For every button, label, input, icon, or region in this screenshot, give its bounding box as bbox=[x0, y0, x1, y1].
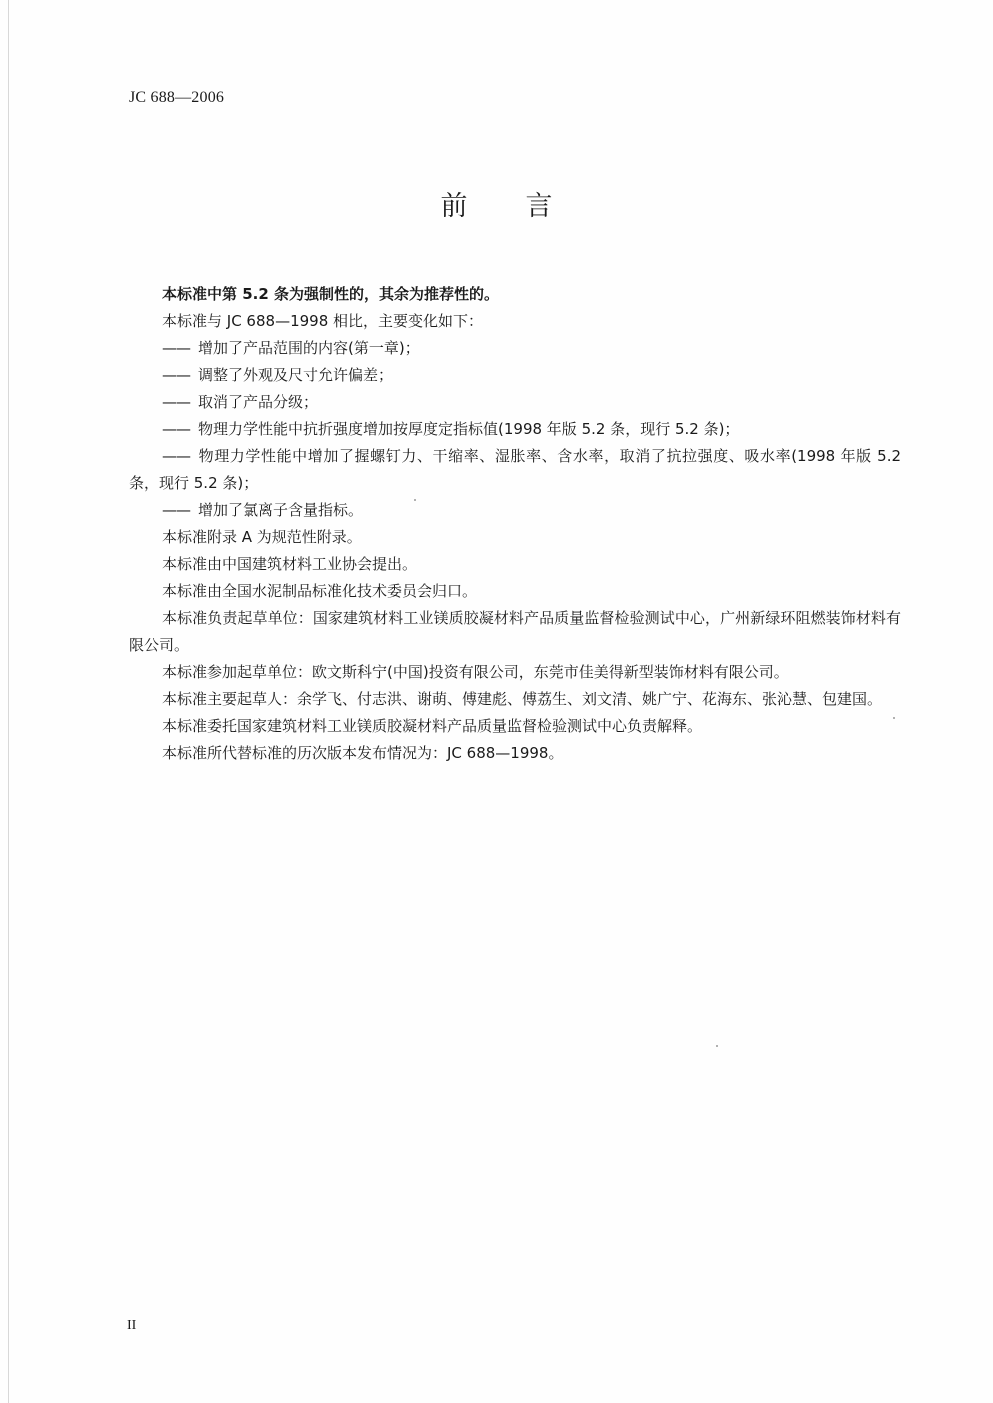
change-item-text: 增加了产品范围的内容(第一章)； bbox=[198, 339, 420, 357]
dash-marker: —— bbox=[162, 447, 190, 465]
paragraph-interpretation: 本标准委托国家建筑材料工业镁质胶凝材料产品质量监督检验测试中心负责解释。 bbox=[162, 717, 703, 735]
paragraph-mandatory-clause: 本标准中第 5.2 条为强制性的，其余为推荐性的。 bbox=[162, 285, 500, 303]
dash-marker: —— bbox=[162, 366, 190, 384]
change-item-text: 取消了产品分级； bbox=[198, 393, 319, 411]
scan-speck bbox=[414, 499, 416, 501]
paragraph-technical-committee: 本标准由全国水泥制品标准化技术委员会归口。 bbox=[162, 582, 478, 600]
dash-marker: —— bbox=[162, 420, 190, 438]
dash-marker: —— bbox=[162, 339, 190, 357]
scan-speck bbox=[893, 717, 895, 719]
page-number: II bbox=[127, 1318, 137, 1333]
change-item bbox=[129, 497, 901, 524]
change-item-text: 调整了外观及尺寸允许偏差； bbox=[198, 366, 394, 384]
change-item bbox=[129, 443, 901, 497]
paragraph-drafters: 本标准主要起草人：余学飞、付志洪、谢萌、傅建彪、傅荔生、刘文清、姚广宁、花海东、张沁慧、包建国。 bbox=[162, 690, 883, 708]
paragraph-changes-intro: 本标准与 JC 688—1998 相比，主要变化如下： bbox=[162, 312, 484, 330]
change-item bbox=[129, 416, 901, 443]
paragraph-annex: 本标准附录 A 为规范性附录。 bbox=[162, 528, 362, 546]
foreword-body bbox=[129, 281, 901, 767]
dash-marker: —— bbox=[162, 501, 190, 519]
paragraph-participating-units: 本标准参加起草单位：欧文斯科宁(中国)投资有限公司，东莞市佳美得新型装饰材料有限公司。 bbox=[162, 663, 789, 681]
paragraph-proposer: 本标准由中国建筑材料工业协会提出。 bbox=[162, 555, 418, 573]
change-item bbox=[129, 335, 901, 362]
change-item-text: 物理力学性能中增加了握螺钉力、干缩率、湿胀率、含水率，取消了抗拉强度、吸水率(1998 年版 5.2 条，现行 5.2 条)； bbox=[129, 447, 901, 492]
change-item-text: 增加了氯离子含量指标。 bbox=[198, 501, 364, 519]
change-item bbox=[129, 389, 901, 416]
standard-code: JC 688—2006 bbox=[129, 89, 225, 106]
change-item-text: 物理力学性能中抗折强度增加按厚度定指标值(1998 年版 5.2 条，现行 5.2 条)； bbox=[198, 420, 740, 438]
paragraph-version-history: 本标准所代替标准的历次版本发布情况为：JC 688—1998。 bbox=[162, 744, 564, 762]
dash-marker: —— bbox=[162, 393, 190, 411]
paragraph-drafting-units: 本标准负责起草单位：国家建筑材料工业镁质胶凝材料产品质量监督检验测试中心，广州新绿环阻燃装饰材料有限公司。 bbox=[129, 609, 901, 654]
page-title: 前言 bbox=[440, 191, 611, 222]
scan-speck bbox=[716, 1045, 718, 1047]
change-item bbox=[129, 362, 901, 389]
